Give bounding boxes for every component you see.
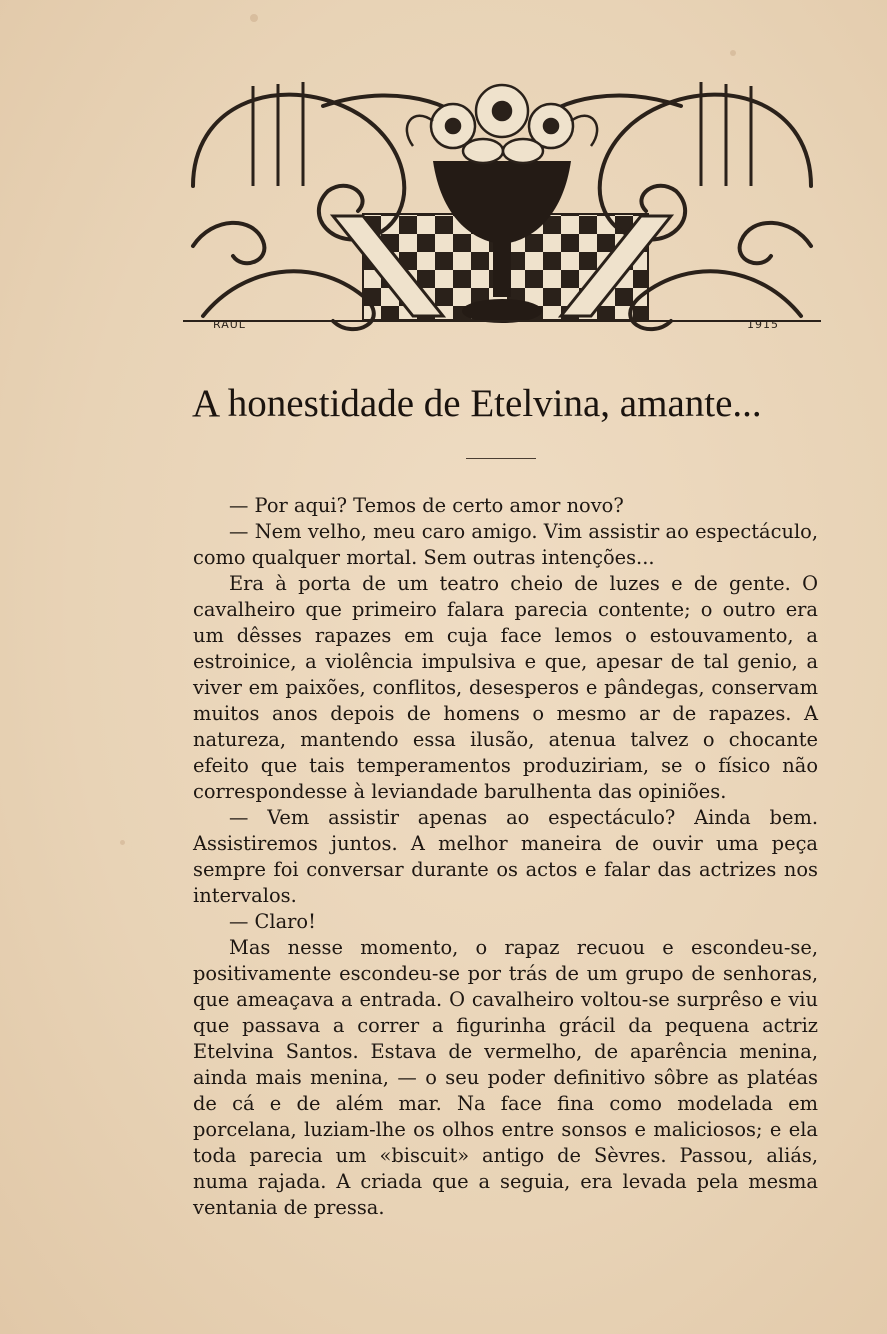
illustrator-signature: RAUL xyxy=(213,318,246,331)
paragraph: — Por aqui? Temos de certo amor novo? xyxy=(229,494,624,517)
paragraph: — Vem assistir apenas ao espectáculo? Ainda bem. Assistiremos juntos. A melhor maneira de ouvir uma peça sempre foi conversar durante os actos e falar das actrizes nos intervalos. xyxy=(193,806,818,907)
paper-stain xyxy=(120,840,125,845)
chapter-text xyxy=(193,493,818,1221)
decorative-headpiece-illustration xyxy=(183,66,821,346)
paper-stain xyxy=(730,50,736,56)
paragraph: — Claro! xyxy=(229,910,316,933)
title-divider xyxy=(466,458,536,459)
paragraph: — Nem velho, meu caro amigo. Vim assistir ao espectáculo, como qualquer mortal. Sem outras intenções... xyxy=(193,520,818,569)
paper-stain xyxy=(250,14,258,22)
chapter-title: A honestidade de Etelvina, amante... xyxy=(192,382,762,425)
paragraph: Era à porta de um teatro cheio de luzes e de gente. O cavalheiro que primeiro falara parecia contente; o outro era um dêsses rapazes em cuja face lemos o estouvamento, a estroinice, a violência impulsiva e que, apesar de tal genio, a viver em paixões, conflitos, desesperos e pândegas, conservam muitos anos depois de homens o mesmo ar de rapazes. A natureza, mantendo essa ilusão, atenua talvez o chocante efeito que tais temperamentos produziriam, se o físico não correspondesse à leviandade barulhenta das opiniões. xyxy=(193,572,818,803)
illustration-date: 1915 xyxy=(747,318,779,331)
paragraph: Mas nesse momento, o rapaz recuou e escondeu-se, positivamente escondeu-se por trás de um grupo de senhoras, que ameaçava a entrada. O cavalheiro voltou-se surprêso e viu que passava a correr a figurinha grácil da pequena actriz Etelvina Santos. Estava de vermelho, de aparência menina, ainda mais menina, — o seu poder definitivo sôbre as platéas de cá e de além mar. Na face fina como modelada em porcelana, luziam-lhe os olhos entre sonsos e maliciosos; e ela toda parecia um «biscuit» antigo de Sèvres. Passou, aliás, numa rajada. A criada que a seguia, era levada pela mesma ventania de pressa. xyxy=(193,936,818,1219)
